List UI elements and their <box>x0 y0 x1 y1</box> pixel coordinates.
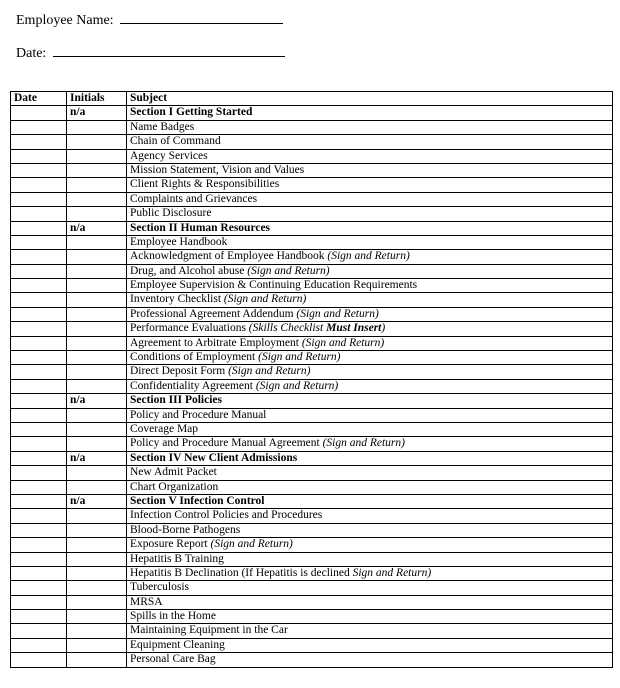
initials-cell[interactable]: n/a <box>67 106 127 120</box>
instruction-note <box>302 337 384 349</box>
initials-cell[interactable] <box>67 538 127 552</box>
date-cell[interactable] <box>11 394 67 408</box>
subject-text: Professional Agreement Addendum <box>130 307 297 320</box>
subject-cell <box>127 235 613 249</box>
subject-text: Equipment Cleaning <box>130 638 225 651</box>
date-cell[interactable] <box>11 279 67 293</box>
subject-cell <box>127 638 613 652</box>
subject-cell <box>127 595 613 609</box>
table-row <box>11 509 613 523</box>
initials-cell[interactable] <box>67 149 127 163</box>
table-row <box>11 235 613 249</box>
subject-cell <box>127 322 613 336</box>
date-cell[interactable] <box>11 437 67 451</box>
initials-cell[interactable] <box>67 120 127 134</box>
initials-cell[interactable] <box>67 192 127 206</box>
date-cell[interactable] <box>11 264 67 278</box>
initials-cell[interactable] <box>67 307 127 321</box>
date-cell[interactable] <box>11 581 67 595</box>
orientation-checklist-table <box>10 91 613 668</box>
instruction-note <box>249 322 385 334</box>
subject-text: Spills in the Home <box>130 610 216 623</box>
initials-cell[interactable] <box>67 653 127 667</box>
column-header-date: Date <box>11 92 67 106</box>
subject-cell <box>127 293 613 307</box>
instruction-note <box>256 380 338 392</box>
subject-cell <box>127 336 613 350</box>
subject-text: Infection Control Policies and Procedures <box>130 509 323 522</box>
table-row <box>11 437 613 451</box>
section-title <box>127 494 613 508</box>
date-cell[interactable] <box>11 610 67 624</box>
date-cell[interactable] <box>11 322 67 336</box>
subject-cell <box>127 566 613 580</box>
subject-text: Maintaining Equipment in the Car <box>130 624 288 637</box>
subject-text: Chart Organization <box>130 480 219 493</box>
subject-cell <box>127 538 613 552</box>
initials-cell[interactable] <box>67 163 127 177</box>
instruction-note-text: (Sign and Return) <box>296 307 379 320</box>
instruction-note <box>327 250 409 262</box>
table-row <box>11 610 613 624</box>
table-row <box>11 192 613 206</box>
date-cell[interactable] <box>11 307 67 321</box>
instruction-note <box>210 538 292 550</box>
instruction-note <box>296 308 378 320</box>
instruction-note-end: ) <box>381 322 386 335</box>
subject-text: New Admit Packet <box>130 466 217 479</box>
subject-cell <box>127 624 613 638</box>
subject-text: Section II Human Resources <box>130 221 271 234</box>
section-row <box>11 221 613 235</box>
initials-cell[interactable] <box>67 610 127 624</box>
subject-text: Acknowledgment of Employee Handbook <box>130 250 328 263</box>
instruction-note <box>224 293 306 305</box>
subject-cell <box>127 581 613 595</box>
table-row <box>11 538 613 552</box>
date-cell[interactable] <box>11 149 67 163</box>
subject-cell <box>127 523 613 537</box>
table-row <box>11 379 613 393</box>
subject-cell <box>127 422 613 436</box>
instruction-note-emphasis: Must Insert <box>326 322 382 335</box>
initials-cell[interactable] <box>67 322 127 336</box>
table-row <box>11 624 613 638</box>
section-row <box>11 106 613 120</box>
date-cell[interactable] <box>11 480 67 494</box>
section-title <box>127 451 613 465</box>
section-title <box>127 394 613 408</box>
table-row <box>11 149 613 163</box>
initials-cell[interactable] <box>67 279 127 293</box>
instruction-note <box>353 567 432 579</box>
instruction-note <box>323 437 405 449</box>
instruction-note-text: (Sign and Return) <box>223 293 307 306</box>
initials-cell[interactable] <box>67 466 127 480</box>
initials-cell[interactable] <box>67 293 127 307</box>
table-row <box>11 523 613 537</box>
table-row <box>11 163 613 177</box>
subject-cell <box>127 279 613 293</box>
initials-cell[interactable] <box>67 408 127 422</box>
table-row <box>11 279 613 293</box>
subject-text: Policy and Procedure Manual <box>130 408 267 421</box>
date-cell[interactable] <box>11 221 67 235</box>
subject-cell <box>127 192 613 206</box>
instruction-note-text: (Sign and Return) <box>228 365 311 378</box>
subject-cell <box>127 466 613 480</box>
subject-cell <box>127 351 613 365</box>
instruction-note <box>228 365 310 377</box>
instruction-note <box>247 265 329 277</box>
column-header-subject: Subject <box>127 92 613 106</box>
subject-cell <box>127 552 613 566</box>
date-cell[interactable] <box>11 120 67 134</box>
date-cell[interactable] <box>11 250 67 264</box>
table-row <box>11 552 613 566</box>
subject-text: Drug, and Alcohol abuse <box>130 264 248 277</box>
subject-cell <box>127 509 613 523</box>
initials-cell[interactable] <box>67 336 127 350</box>
subject-text: Exposure Report <box>130 538 211 551</box>
subject-text: Policy and Procedure Manual Agreement <box>130 437 323 450</box>
instruction-note-text: (Sign and Return) <box>210 538 293 551</box>
date-cell[interactable] <box>11 422 67 436</box>
table-row <box>11 250 613 264</box>
instruction-note-text: (Sign and Return) <box>327 250 410 263</box>
table-row <box>11 293 613 307</box>
table-row <box>11 365 613 379</box>
date-cell[interactable] <box>11 235 67 249</box>
initials-cell[interactable] <box>67 480 127 494</box>
initials-cell[interactable] <box>67 638 127 652</box>
subject-text: Client Rights & Responsibilities <box>130 178 280 191</box>
subject-text: MRSA <box>130 595 163 608</box>
subject-text: Agreement to Arbitrate Employment <box>130 336 302 349</box>
initials-cell[interactable] <box>67 566 127 580</box>
date-cell[interactable] <box>11 653 67 667</box>
initials-cell[interactable] <box>67 581 127 595</box>
subject-cell <box>127 653 613 667</box>
subject-text: Section I Getting Started <box>130 106 253 119</box>
initials-cell[interactable] <box>67 509 127 523</box>
date-cell[interactable] <box>11 163 67 177</box>
table-row <box>11 566 613 580</box>
section-row <box>11 451 613 465</box>
subject-cell <box>127 408 613 422</box>
subject-text: Section V Infection Control <box>130 494 265 507</box>
subject-cell <box>127 178 613 192</box>
subject-text: Chain of Command <box>130 135 221 148</box>
table-row <box>11 178 613 192</box>
subject-text: Agency Services <box>130 149 208 162</box>
initials-cell[interactable]: n/a <box>67 221 127 235</box>
section-title <box>127 221 613 235</box>
instruction-note-text: (Skills Checklist <box>248 322 327 335</box>
section-title <box>127 106 613 120</box>
subject-text: Hepatitis B Training <box>130 552 224 565</box>
date-cell[interactable] <box>11 365 67 379</box>
initials-cell[interactable] <box>67 250 127 264</box>
date-cell[interactable] <box>11 538 67 552</box>
subject-cell <box>127 307 613 321</box>
date-cell[interactable] <box>11 379 67 393</box>
date-cell[interactable] <box>11 494 67 508</box>
subject-text: Personal Care Bag <box>130 653 216 666</box>
subject-cell <box>127 149 613 163</box>
subject-cell <box>127 120 613 134</box>
table-row <box>11 207 613 221</box>
subject-text: Confidentiality Agreement <box>130 379 256 392</box>
instruction-note-text: (Sign and Return) <box>258 351 341 364</box>
table-row <box>11 581 613 595</box>
initials-cell[interactable] <box>67 135 127 149</box>
date-cell[interactable] <box>11 552 67 566</box>
instruction-note-text: (Sign and Return) <box>247 264 330 277</box>
subject-text: Section III Policies <box>130 394 222 407</box>
table-row <box>11 480 613 494</box>
instruction-note-text: (Sign and Return) <box>255 379 339 392</box>
date-cell[interactable] <box>11 178 67 192</box>
subject-text: Mission Statement, Vision and Values <box>130 163 305 176</box>
employee-name-label: Employee Name: <box>16 13 114 28</box>
subject-text: Complaints and Grievances <box>130 192 258 205</box>
initials-cell[interactable] <box>67 422 127 436</box>
date-line <box>16 43 285 62</box>
initials-cell[interactable] <box>67 264 127 278</box>
date-cell[interactable] <box>11 638 67 652</box>
initials-cell[interactable]: n/a <box>67 451 127 465</box>
date-cell[interactable] <box>11 624 67 638</box>
date-cell[interactable] <box>11 408 67 422</box>
instruction-note-text: (Sign and Return) <box>322 437 405 450</box>
subject-cell <box>127 135 613 149</box>
subject-text: Section IV New Client Admissions <box>130 451 298 464</box>
initials-cell[interactable]: n/a <box>67 494 127 508</box>
initials-cell[interactable] <box>67 624 127 638</box>
subject-text: Inventory Checklist <box>130 293 224 306</box>
table-row <box>11 322 613 336</box>
subject-cell <box>127 480 613 494</box>
date-field[interactable] <box>53 43 285 57</box>
subject-text: Direct Deposit Form <box>130 365 229 378</box>
initials-cell[interactable] <box>67 178 127 192</box>
table-row <box>11 135 613 149</box>
table-header-row <box>11 92 613 106</box>
date-label: Date: <box>16 46 47 61</box>
subject-cell <box>127 163 613 177</box>
subject-text: Employee Handbook <box>130 235 228 248</box>
column-header-initials: Initials <box>67 92 127 106</box>
initials-cell[interactable] <box>67 379 127 393</box>
subject-text: Public Disclosure <box>130 207 212 220</box>
date-cell[interactable] <box>11 106 67 120</box>
date-cell[interactable] <box>11 523 67 537</box>
table-row <box>11 408 613 422</box>
employee-name-field[interactable] <box>120 10 283 24</box>
subject-text: Blood-Borne Pathogens <box>130 523 241 536</box>
subject-cell <box>127 207 613 221</box>
table-row <box>11 307 613 321</box>
subject-text: Hepatitis B Declination (If Hepatitis is declined <box>130 566 353 579</box>
date-cell[interactable] <box>11 293 67 307</box>
table-row <box>11 422 613 436</box>
instruction-note-text: (Sign and Return) <box>301 336 385 349</box>
table-row <box>11 264 613 278</box>
date-cell[interactable] <box>11 466 67 480</box>
subject-cell <box>127 437 613 451</box>
initials-cell[interactable] <box>67 595 127 609</box>
initials-cell[interactable] <box>67 207 127 221</box>
date-cell[interactable] <box>11 207 67 221</box>
table-row <box>11 595 613 609</box>
initials-cell[interactable] <box>67 523 127 537</box>
date-cell[interactable] <box>11 595 67 609</box>
date-cell[interactable] <box>11 135 67 149</box>
instruction-note <box>258 351 340 363</box>
subject-text: Conditions of Employment <box>130 351 259 364</box>
subject-cell <box>127 365 613 379</box>
subject-cell <box>127 610 613 624</box>
initials-cell[interactable] <box>67 552 127 566</box>
subject-text: Performance Evaluations <box>130 322 249 335</box>
employee-name-line <box>16 10 283 29</box>
table-row <box>11 466 613 480</box>
subject-text: Name Badges <box>130 120 195 133</box>
subject-text: Tuberculosis <box>130 581 189 594</box>
initials-cell[interactable] <box>67 437 127 451</box>
date-cell[interactable] <box>11 566 67 580</box>
section-row <box>11 394 613 408</box>
initials-cell[interactable] <box>67 235 127 249</box>
subject-cell <box>127 264 613 278</box>
date-cell[interactable] <box>11 451 67 465</box>
section-row <box>11 494 613 508</box>
subject-cell <box>127 379 613 393</box>
subject-text: Coverage Map <box>130 422 199 435</box>
date-cell[interactable] <box>11 351 67 365</box>
initials-cell[interactable] <box>67 351 127 365</box>
date-cell[interactable] <box>11 336 67 350</box>
table-row <box>11 653 613 667</box>
initials-cell[interactable] <box>67 365 127 379</box>
initials-cell[interactable]: n/a <box>67 394 127 408</box>
table-row <box>11 120 613 134</box>
date-cell[interactable] <box>11 509 67 523</box>
table-row <box>11 638 613 652</box>
table-row <box>11 336 613 350</box>
table-row <box>11 351 613 365</box>
subject-cell <box>127 250 613 264</box>
instruction-note-text: Sign and Return) <box>352 566 432 579</box>
date-cell[interactable] <box>11 192 67 206</box>
subject-text: Employee Supervision & Continuing Education Requirements <box>130 279 418 292</box>
